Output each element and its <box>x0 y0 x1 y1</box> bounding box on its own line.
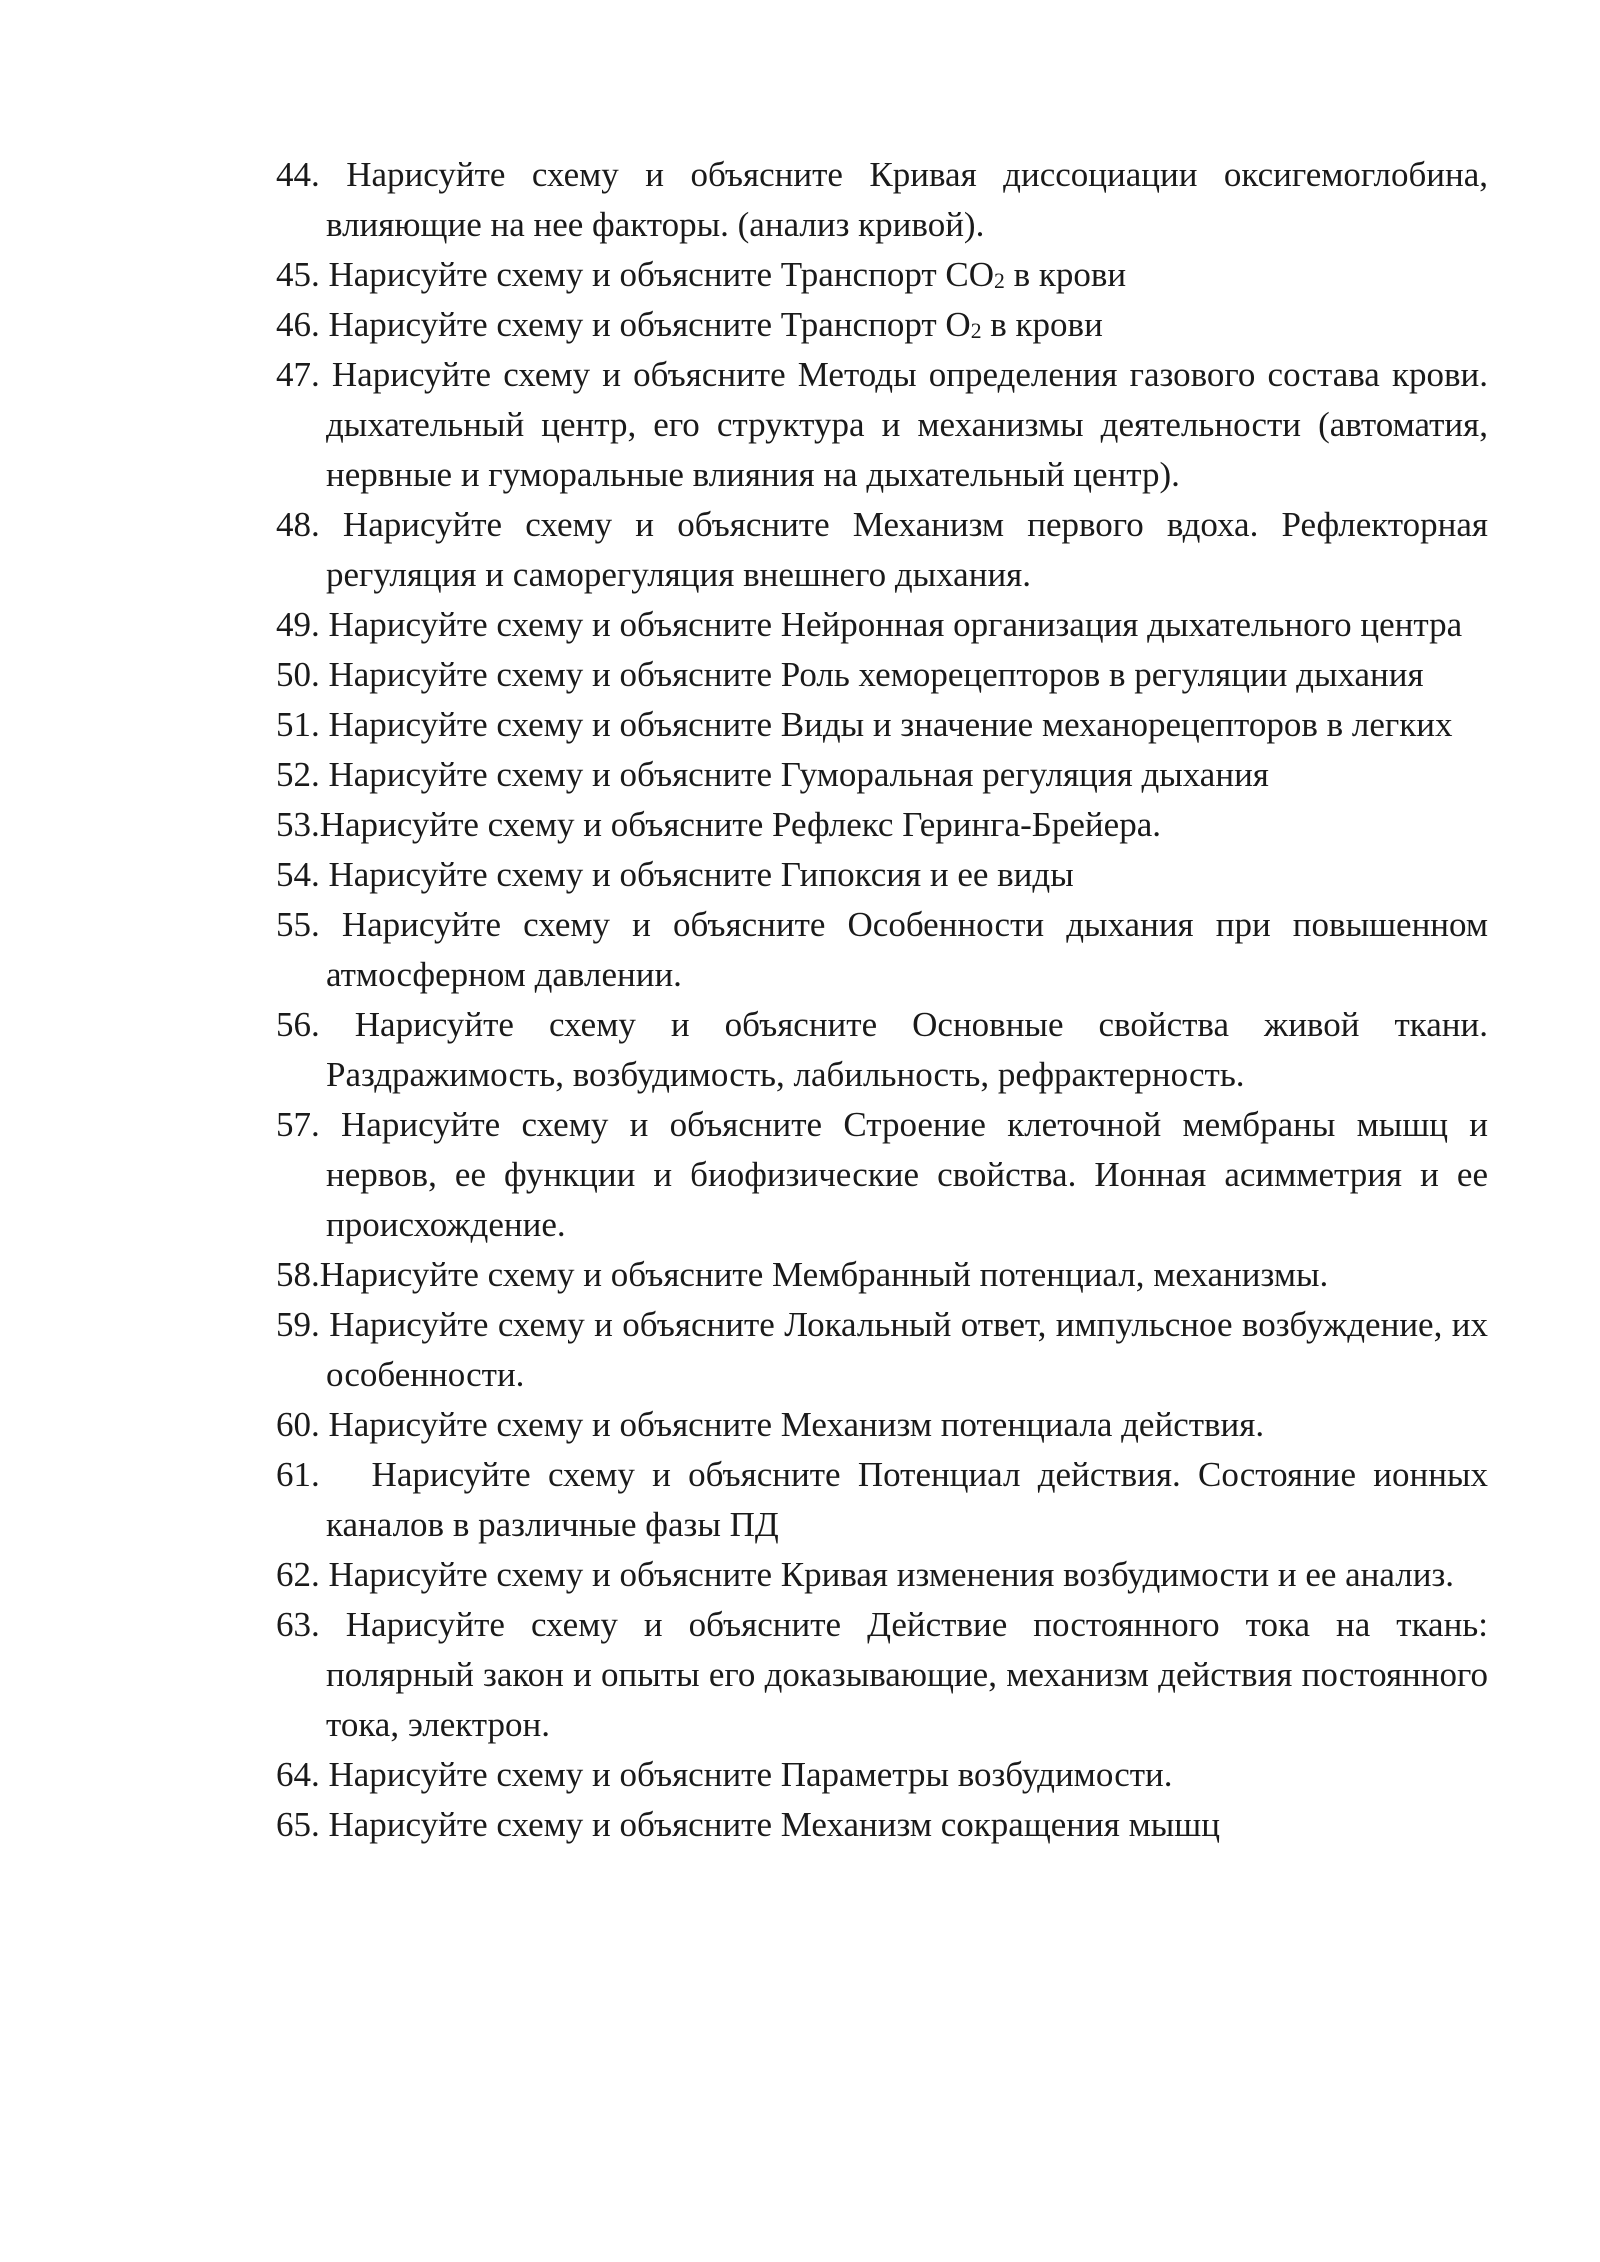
question-text-part: в крови <box>1004 255 1127 294</box>
question-text: Нарисуйте схему и объясните Основные свойства живой ткани. Раздражимость, возбудимость, лабильность, рефрактерность. <box>326 1005 1488 1094</box>
subscript: 2 <box>970 319 982 344</box>
question-text: Нарисуйте схему и объясните Механизм первого вдоха. Рефлекторная регуляция и саморегуляция внешнего дыхания. <box>326 505 1488 594</box>
question-item-61 <box>276 1450 1488 1550</box>
question-text: Нарисуйте схему и объясните Виды и значение механорецепторов в легких <box>328 705 1453 744</box>
question-item-54 <box>276 850 1488 900</box>
question-item-60 <box>276 1400 1488 1450</box>
question-item-49 <box>276 600 1488 650</box>
question-number: 58. <box>276 1255 320 1294</box>
question-text-part: в крови <box>981 305 1103 344</box>
question-number: 59. <box>276 1305 320 1344</box>
question-number: 52. <box>276 755 320 794</box>
question-item-59 <box>276 1300 1488 1400</box>
question-number: 62. <box>276 1555 320 1594</box>
question-item-48 <box>276 500 1488 600</box>
question-item-65 <box>276 1800 1488 1850</box>
question-number: 60. <box>276 1405 320 1444</box>
question-number: 65. <box>276 1805 320 1844</box>
question-number: 47. <box>276 355 320 394</box>
question-item-62 <box>276 1550 1488 1600</box>
question-text-part: Нарисуйте схему и объясните Транспорт О <box>328 305 971 344</box>
question-text: Нарисуйте схему и объясните Локальный ответ, импульсное возбуждение, их особенности. <box>326 1305 1489 1394</box>
question-text: Нарисуйте схему и объясните Роль хеморецепторов в регуляции дыхания <box>328 655 1424 694</box>
question-number: 53. <box>276 805 320 844</box>
question-item-64 <box>276 1750 1488 1800</box>
question-item-45 <box>276 250 1488 300</box>
question-item-46 <box>276 300 1488 350</box>
question-text: Нарисуйте схему и объясните Механизм сокращения мышц <box>328 1805 1220 1844</box>
question-number: 49. <box>276 605 320 644</box>
question-text: Нарисуйте схему и объясните Строение клеточной мембраны мышц и нервов, ее функции и биофизические свойства. Ионная асимметрия и ее происхождение. <box>326 1105 1489 1244</box>
question-text: Нарисуйте схему и объясните Кривая диссоциации оксигемоглобина, влияющие на нее факторы. (анализ кривой). <box>326 155 1489 244</box>
question-text: Нарисуйте схему и объясните Кривая изменения возбудимости и ее анализ. <box>328 1555 1455 1594</box>
question-list <box>276 150 1488 1850</box>
question-item-58 <box>276 1250 1488 1300</box>
question-number: 55. <box>276 905 320 944</box>
question-number: 44. <box>276 155 320 194</box>
question-item-47 <box>276 350 1488 500</box>
question-text: Нарисуйте схему и объясните Мембранный потенциал, механизмы. <box>319 1255 1329 1294</box>
question-item-44 <box>276 150 1488 250</box>
question-number: 63. <box>276 1605 320 1644</box>
question-number: 64. <box>276 1755 320 1794</box>
question-text: Нарисуйте схему и объясните Механизм потенциала действия. <box>328 1405 1265 1444</box>
question-text-part: Нарисуйте схему и объясните Транспорт СО <box>328 255 995 294</box>
question-number: 50. <box>276 655 320 694</box>
question-text <box>329 305 1103 344</box>
question-number: 45. <box>276 255 320 294</box>
question-item-63 <box>276 1600 1488 1750</box>
question-text: Нарисуйте схему и объясните Гипоксия и ее виды <box>328 855 1074 894</box>
question-number: 57. <box>276 1105 320 1144</box>
question-text: Нарисуйте схему и объясните Потенциал действия. Состояние ионных каналов в различные фазы ПД <box>326 1455 1489 1544</box>
question-number: 56. <box>276 1005 320 1044</box>
question-number: 61. <box>276 1455 320 1494</box>
question-item-52 <box>276 750 1488 800</box>
question-text: Нарисуйте схему и объясните Особенности дыхания при повышенном атмосферном давлении. <box>326 905 1489 994</box>
question-text: Нарисуйте схему и объясните Действие постоянного тока на ткань: полярный закон и опыты его доказывающие, механизм действия постоянного тока, электрон. <box>326 1605 1488 1744</box>
question-item-56 <box>276 1000 1488 1100</box>
question-item-57 <box>276 1100 1488 1250</box>
question-item-55 <box>276 900 1488 1000</box>
question-text: Нарисуйте схему и объясните Методы определения газового состава крови. дыхательный центр, его структура и механизмы деятельности (автоматия, нервные и гуморальные влияния на дыхательный центр). <box>326 355 1489 494</box>
question-number: 54. <box>276 855 320 894</box>
question-item-50 <box>276 650 1488 700</box>
question-text: Нарисуйте схему и объясните Нейронная организация дыхательного центра <box>328 605 1463 644</box>
question-text: Нарисуйте схему и объясните Параметры возбудимости. <box>328 1755 1173 1794</box>
question-text: Нарисуйте схему и объясните Гуморальная регуляция дыхания <box>328 755 1269 794</box>
question-item-51 <box>276 700 1488 750</box>
question-text: Нарисуйте схему и объясните Рефлекс Геринга-Брейера. <box>319 805 1161 844</box>
question-number: 51. <box>276 705 320 744</box>
question-number: 46. <box>276 305 320 344</box>
subscript: 2 <box>994 269 1005 294</box>
question-text <box>329 255 1127 294</box>
question-item-53 <box>276 800 1488 850</box>
question-number: 48. <box>276 505 320 544</box>
